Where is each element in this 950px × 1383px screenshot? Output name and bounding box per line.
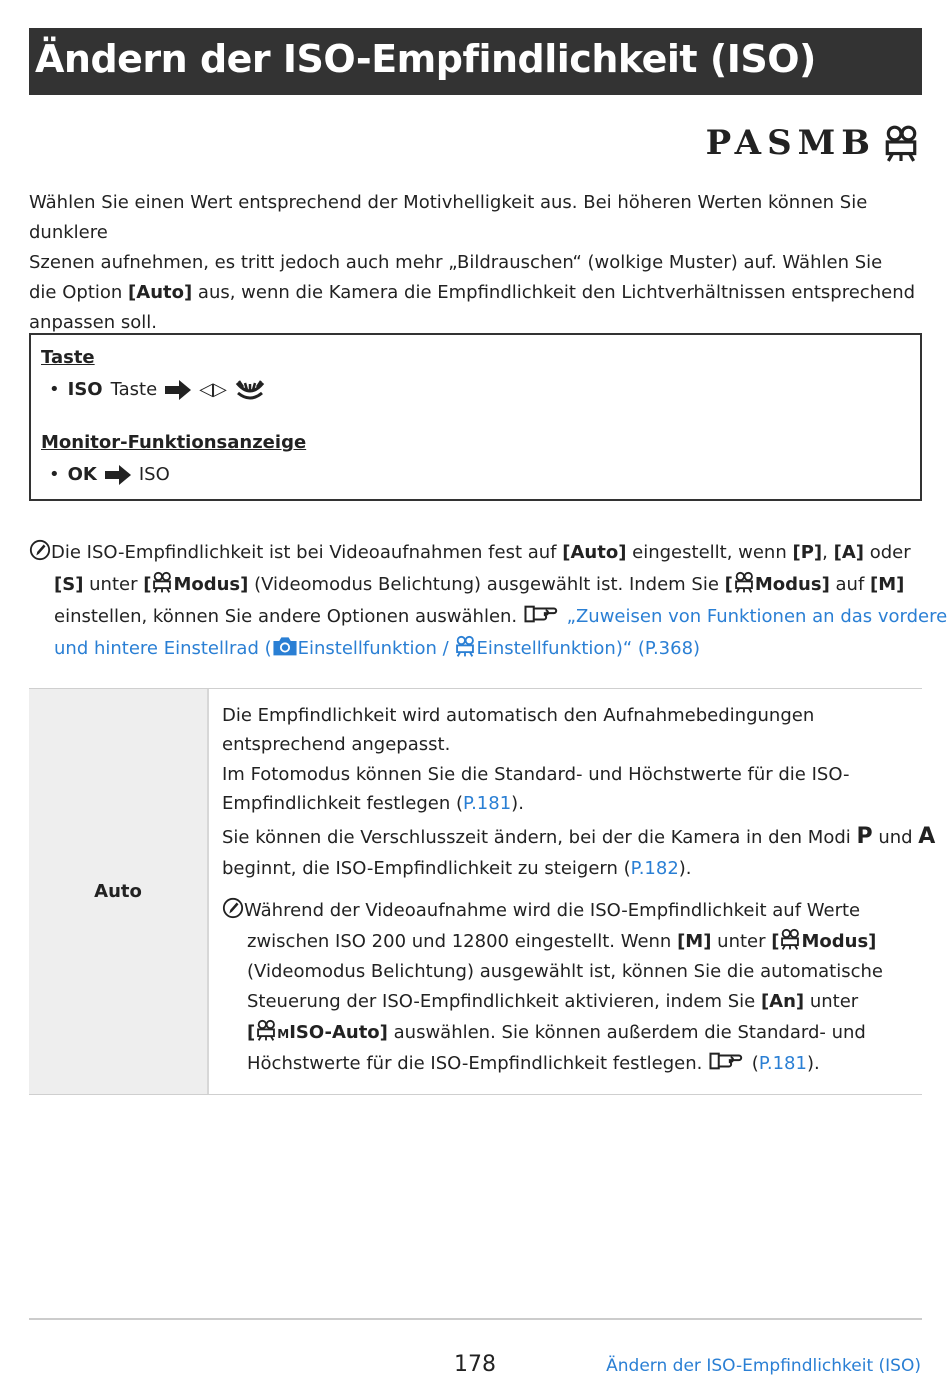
access-heading-monitor: Monitor-Funktionsanzeige bbox=[41, 432, 307, 453]
note-bold: [ bbox=[143, 574, 152, 595]
description-line bbox=[222, 854, 692, 884]
iso-menu-text: ISO bbox=[138, 464, 170, 485]
movie-m-subscript: M bbox=[277, 1027, 290, 1041]
note-line bbox=[29, 537, 911, 569]
note-bold: ISO-Auto] bbox=[289, 1022, 388, 1043]
note-text: unter bbox=[711, 931, 772, 952]
bullet-icon: • bbox=[49, 379, 60, 400]
note-text: unter bbox=[83, 574, 144, 595]
note-bold: [A] bbox=[833, 542, 864, 563]
note-text: ( bbox=[746, 1053, 759, 1074]
footer-divider bbox=[29, 1318, 922, 1320]
note-text: Die ISO-Empfindlichkeit ist bei Videoaufnahmen fest auf bbox=[51, 542, 563, 563]
reference-link-text[interactable]: Einstellfunktion)“ (P.368) bbox=[476, 638, 701, 659]
movie-icon bbox=[779, 928, 801, 950]
page-link-181[interactable]: P.181 bbox=[758, 1053, 807, 1074]
settings-table bbox=[29, 688, 936, 1095]
reference-link[interactable]: „Zuweisen von Funktionen an das vordere bbox=[566, 606, 948, 627]
reference-link-text[interactable]: und hintere Einstellrad ( bbox=[54, 638, 272, 659]
description-line: entsprechend angepasst. bbox=[222, 734, 451, 755]
note-text: Während der Videoaufnahme wird die ISO-Empfindlichkeit auf Werte bbox=[244, 900, 861, 921]
footer-section-link[interactable]: Ändern der ISO-Empfindlichkeit (ISO) bbox=[606, 1356, 921, 1376]
note-text: oder bbox=[863, 542, 911, 563]
mode-a: A bbox=[918, 824, 936, 849]
description-text: und bbox=[872, 827, 919, 848]
access-item-button bbox=[49, 377, 265, 403]
iso-button-label: ISO bbox=[67, 379, 103, 400]
note-text: (Videomodus Belichtung) ausgewählt ist. Indem Sie bbox=[248, 574, 725, 595]
note-pencil-icon bbox=[29, 539, 51, 561]
note-line bbox=[247, 1018, 866, 1049]
intro-line: Szenen aufnehmen, es tritt jedoch auch mehr „Bildrauschen“ (wolkige Muster) auf. Wählen Sie bbox=[29, 252, 883, 273]
movie-icon bbox=[882, 124, 920, 162]
movie-icon bbox=[454, 635, 476, 657]
note-line bbox=[247, 987, 858, 1017]
mode-indicator bbox=[706, 118, 920, 168]
option-label: Auto bbox=[94, 881, 142, 902]
note-bold: [ bbox=[771, 931, 780, 952]
note-bold: Modus] bbox=[173, 574, 249, 595]
description-text: Sie können die Verschlusszeit ändern, bei der die Kamera in den Modi bbox=[222, 827, 857, 848]
note-bold: [ bbox=[724, 574, 733, 595]
intro-line: Wählen Sie einen Wert entsprechend der Motivhelligkeit aus. Bei höheren Werten können Sie dunklere bbox=[29, 192, 868, 243]
note-bold: [ bbox=[247, 1022, 256, 1043]
mode-letters: PASMB bbox=[705, 123, 876, 163]
description-line: Die Empfindlichkeit wird automatisch den Aufnahmebedingungen bbox=[222, 705, 815, 726]
auto-option: [Auto] bbox=[128, 282, 193, 303]
note-text: Steuerung der ISO-Empfindlichkeit aktivieren, indem Sie bbox=[247, 991, 761, 1012]
ok-button-label: OK bbox=[67, 464, 97, 485]
description-text: ). bbox=[511, 793, 524, 814]
note-line bbox=[54, 569, 904, 601]
reference-link-text[interactable]: Einstellfunktion / bbox=[297, 638, 455, 659]
intro-line bbox=[29, 278, 922, 308]
description-text: Empfindlichkeit festlegen ( bbox=[222, 793, 464, 814]
note-bold: [An] bbox=[760, 991, 805, 1012]
note-line bbox=[247, 1049, 820, 1079]
description-line bbox=[222, 789, 524, 819]
description-text: beginnt, die ISO-Empfindlichkeit zu steigern ( bbox=[222, 858, 631, 879]
note-text: auswählen. Sie können außerdem die Standard- und bbox=[387, 1022, 866, 1043]
option-label-cell bbox=[29, 689, 209, 1094]
intro-text: die Option bbox=[29, 282, 129, 303]
note-bold: [P] bbox=[792, 542, 823, 563]
note-text: eingestellt, wenn bbox=[626, 542, 793, 563]
note-line bbox=[222, 896, 860, 926]
movie-icon bbox=[255, 1019, 277, 1041]
reference-hand-icon bbox=[523, 603, 561, 625]
camera-icon bbox=[272, 635, 298, 657]
left-right-arrows-icon: ◁▷ bbox=[199, 379, 227, 400]
note-bold: Modus] bbox=[801, 931, 877, 952]
movie-icon bbox=[733, 571, 755, 593]
bullet-icon: • bbox=[49, 464, 60, 485]
reference-hand-icon bbox=[708, 1050, 746, 1072]
note-line bbox=[247, 927, 876, 957]
access-item-monitor bbox=[49, 462, 170, 488]
note-line bbox=[54, 601, 947, 633]
intro-line: anpassen soll. bbox=[29, 312, 157, 333]
arrow-right-icon bbox=[105, 465, 131, 485]
page-link-181[interactable]: P.181 bbox=[463, 793, 512, 814]
mode-p: P bbox=[856, 824, 873, 849]
note-text: zwischen ISO 200 und 12800 eingestellt. Wenn bbox=[247, 931, 678, 952]
note-text: unter bbox=[804, 991, 859, 1012]
note-bold: [Auto] bbox=[562, 542, 627, 563]
page-title: Ändern der ISO-Empfindlichkeit (ISO) bbox=[29, 28, 922, 95]
description-line bbox=[222, 822, 935, 853]
note-text: ). bbox=[806, 1053, 820, 1074]
intro-text: aus, wenn die Kamera die Empfindlichkeit den Lichtverhältnissen entsprechend bbox=[192, 282, 916, 303]
note-bold: [M] bbox=[677, 931, 712, 952]
access-heading-button: Taste bbox=[41, 347, 95, 368]
note-bold: [S] bbox=[54, 574, 84, 595]
description-text: ). bbox=[678, 858, 692, 879]
note-line: (Videomodus Belichtung) ausgewählt ist, können Sie die automatische bbox=[247, 961, 883, 982]
note-pencil-icon bbox=[222, 897, 244, 919]
note-text: auf bbox=[829, 574, 871, 595]
access-box bbox=[29, 333, 922, 501]
arrow-right-icon bbox=[165, 380, 191, 400]
note-text: Höchstwerte für die ISO-Empfindlichkeit festlegen. bbox=[247, 1053, 709, 1074]
button-text: Taste bbox=[110, 379, 158, 400]
note-text: einstellen, können Sie andere Optionen auswählen. bbox=[54, 606, 523, 627]
reference-link-line[interactable] bbox=[54, 633, 700, 665]
note-bold: Modus] bbox=[754, 574, 830, 595]
page-link-182[interactable]: P.182 bbox=[630, 858, 679, 879]
dial-icon bbox=[235, 379, 265, 401]
description-line: Im Fotomodus können Sie die Standard- und Höchstwerte für die ISO- bbox=[222, 764, 850, 785]
intro-paragraph bbox=[29, 188, 922, 338]
page-number: 178 bbox=[454, 1352, 496, 1377]
movie-icon bbox=[151, 571, 173, 593]
note-bold: [M] bbox=[870, 574, 905, 595]
note-text: , bbox=[822, 542, 834, 563]
